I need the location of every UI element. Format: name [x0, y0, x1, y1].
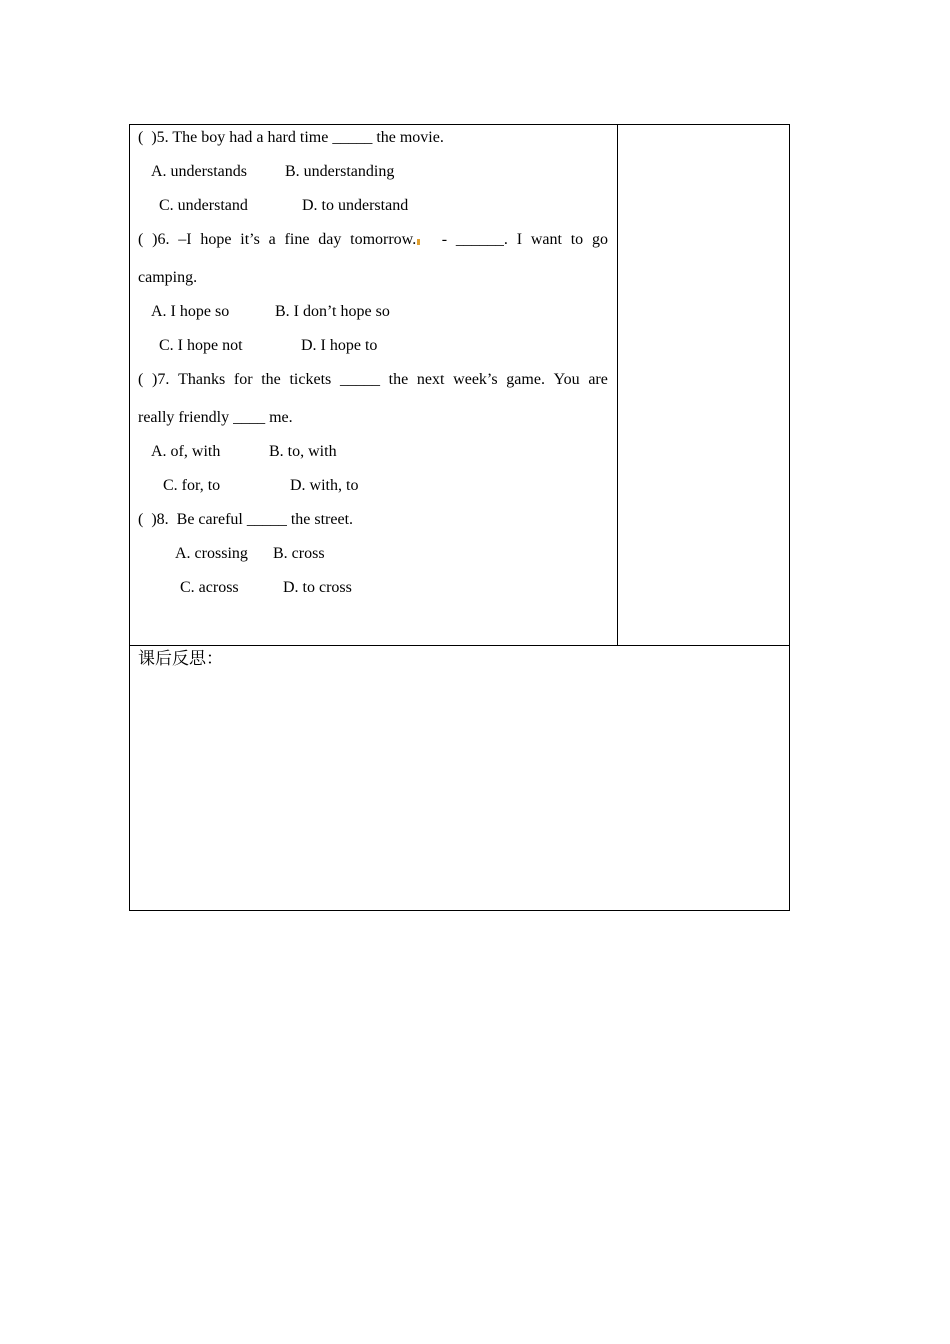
question-8-option-a: A. crossing — [175, 545, 248, 562]
column-divider — [617, 124, 618, 645]
question-7-stem — [138, 370, 608, 390]
edit-mark-icon — [417, 239, 420, 245]
stem-word: )7. — [152, 371, 170, 388]
question-8-option-d: D. to cross — [283, 579, 352, 596]
stem-word: for — [233, 371, 253, 388]
stem-word: - — [441, 231, 448, 248]
stem-word: _____ — [339, 371, 380, 388]
question-6-option-b: B. I don’t hope so — [275, 303, 390, 320]
stem-spacer — [429, 230, 433, 250]
reflection-label: 课后反思： — [138, 649, 223, 669]
stem-word: Thanks — [178, 371, 226, 388]
stem-word: hope — [200, 231, 232, 248]
stem-word-with-mark — [350, 230, 420, 250]
question-7-option-d: D. with, to — [290, 477, 359, 494]
question-7-option-b: B. to, with — [269, 443, 337, 460]
stem-word: it’s — [240, 231, 260, 248]
question-6-option-a: A. I hope so — [151, 303, 230, 320]
stem-word: next — [416, 371, 445, 388]
stem-word: week’s — [453, 371, 498, 388]
question-8-stem: ( )8. Be careful _____ the street. — [138, 511, 354, 528]
question-5-option-a: A. understands — [151, 163, 247, 180]
question-5-option-c: C. understand — [159, 197, 248, 214]
question-7-option-a: A. of, with — [151, 443, 221, 460]
stem-word: are — [588, 371, 608, 388]
question-7-option-c: C. for, to — [163, 477, 221, 494]
stem-word: want — [530, 231, 562, 248]
stem-word: the — [261, 371, 281, 388]
question-6-option-d: D. I hope to — [301, 337, 378, 354]
question-7-stem-continuation: really friendly ____ me. — [138, 409, 293, 426]
question-6-stem — [138, 230, 608, 250]
stem-word: to — [570, 231, 584, 248]
question-5-stem: ( )5. The boy had a hard time _____ the movie. — [138, 129, 444, 146]
question-8-option-c: C. across — [180, 579, 239, 596]
row-divider — [129, 645, 790, 646]
stem-word: the — [388, 371, 409, 388]
question-5-option-b: B. understanding — [285, 163, 395, 180]
stem-word: tickets — [289, 371, 332, 388]
stem-word: game. — [506, 371, 545, 388]
stem-word: day — [318, 231, 342, 248]
question-6-option-c: C. I hope not — [159, 337, 243, 354]
stem-word: ( — [138, 371, 144, 388]
stem-word: I — [516, 231, 523, 248]
stem-word: ______. — [455, 231, 508, 248]
stem-word: tomorrow. — [350, 231, 417, 248]
question-6-stem-continuation: camping. — [138, 269, 198, 286]
stem-word: You — [553, 371, 580, 388]
stem-word: ( — [138, 231, 144, 248]
stem-word: –I — [178, 231, 192, 248]
stem-word: go — [591, 231, 608, 248]
question-5-option-d: D. to understand — [302, 197, 409, 214]
stem-word: )6. — [152, 231, 170, 248]
stem-word: a — [268, 231, 276, 248]
question-8-option-b: B. cross — [273, 545, 325, 562]
stem-word: fine — [284, 231, 310, 248]
